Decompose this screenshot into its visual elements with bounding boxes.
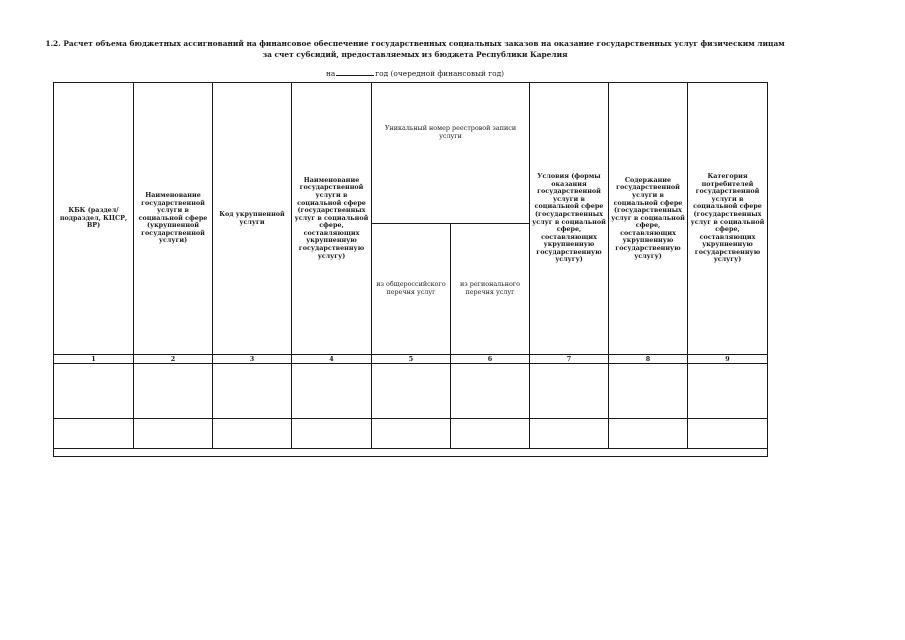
table-row: [54, 364, 768, 449]
bottom-rule: [53, 418, 767, 419]
header-category: Категория потребителей государственной услуги в социальной сфере (государственных услуг в социальной сфере, составляющих укрупненную государственную услугу): [688, 83, 768, 355]
column-number-5: 5: [372, 355, 451, 364]
header-service-code: Код укрупненной услуги: [213, 83, 292, 355]
header-kbk: КБК (раздел/подраздел, КЦСР, ВР): [54, 83, 134, 355]
column-number-7: 7: [530, 355, 609, 364]
column-number-6: 6: [451, 355, 530, 364]
financial-year-line: [250, 68, 580, 79]
column-number-4: 4: [292, 355, 372, 364]
header-service-name-component: Наименование государственной услуги в социальной сфере (государственных услуг в социальной сфере, составляющих укрупненную государственную услугу): [292, 83, 372, 355]
table-row-total: [54, 449, 768, 457]
column-number-1: 1: [54, 355, 134, 364]
column-number-2: 2: [134, 355, 213, 364]
appropriations-table: [53, 82, 768, 457]
table-cell: [292, 364, 372, 449]
column-number-8: 8: [609, 355, 688, 364]
table-cell: [213, 364, 292, 449]
table-cell: [372, 364, 451, 449]
year-blank-field: [336, 68, 374, 76]
table-cell: [530, 364, 609, 449]
table-cell: [609, 364, 688, 449]
document-title: 1.2. Расчет объема бюджетных ассигнований на финансовое обеспечение государственных социальных заказов на оказание государственных услуг физическим лицам за счет субсидий, предоставляемых из бюджета Республики Карелия: [45, 39, 785, 59]
table-cell: [54, 449, 768, 457]
table-cell: [54, 364, 134, 449]
table-cell: [451, 364, 530, 449]
table-cell: [688, 364, 768, 449]
header-service-name: Наименование государственной услуги в социальной сфере (укрупненной государственной услуги): [134, 83, 213, 355]
year-prefix: на: [325, 69, 336, 78]
column-number-9: 9: [688, 355, 768, 364]
header-registry-federal: из общероссийского перечня услуг: [372, 224, 451, 355]
year-suffix: год (очередной финансовый год): [375, 69, 505, 78]
header-content: Содержание государственной услуги в социальной сфере (государственных услуг в социальной сфере, составляющих укрупненную государственную услугу): [609, 83, 688, 355]
column-number-3: 3: [213, 355, 292, 364]
table-cell: [134, 364, 213, 449]
header-registry-regional: из регионального перечня услуг: [451, 224, 530, 355]
header-conditions: Условия (формы оказания государственной услуги в социальной сфере (государственных услуг в социальной сфере, составляющих укрупненную государственную услугу): [530, 83, 609, 355]
header-registry-number: Уникальный номер реестровой записи услуги: [372, 83, 530, 224]
